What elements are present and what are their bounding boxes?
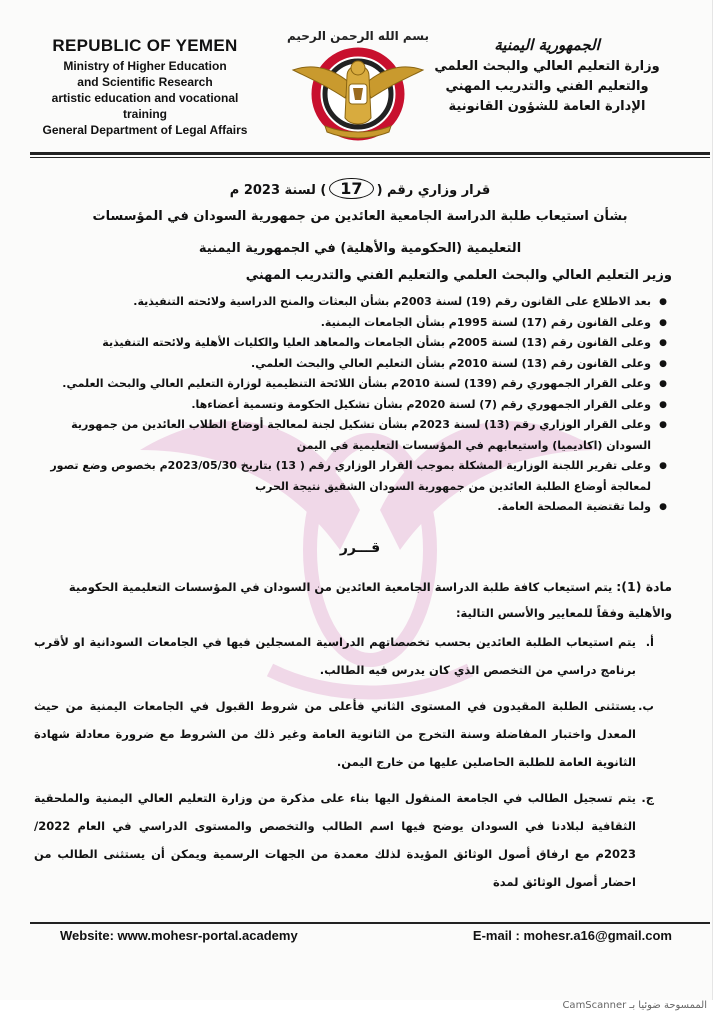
header-ar-line: الإدارة العامة للشؤون القانونية	[448, 99, 646, 114]
yemen-eagle-emblem	[285, 22, 431, 142]
clause-letter: أ.	[645, 635, 654, 649]
header-ar-line: وزارة التعليم العالي والبحث العلمي	[434, 59, 660, 74]
article-clauses	[34, 628, 654, 904]
header-en-line: artistic education and vocational training	[51, 91, 239, 121]
camscanner-watermark: الممسوحة ضوئيا بـ CamScanner	[562, 1000, 707, 1011]
article-label: مادة (1):	[616, 579, 672, 594]
footer-rule	[30, 922, 710, 924]
header-rule-thin	[30, 157, 710, 158]
clause-item	[34, 628, 654, 684]
header-arabic	[422, 36, 672, 117]
header-rule	[30, 152, 710, 155]
header-en-line: General Department of Legal Affairs	[42, 123, 248, 137]
minister-title: وزير التعليم العالي والبحث العلمي والتعليم الفني والتدريب المهني	[245, 268, 672, 283]
decree-number-line	[40, 178, 680, 199]
preamble-item: ● وعلى القرار الوزاري رقم (13) لسنة 2023م بشأن تشكيل لجنة لمعالجة أوضاع الطلاب العائدين من جمهورية السودان (اكاديميا) واستيعابهم في المؤسسات التعليمية في اليمن	[27, 415, 667, 456]
website-text: Website: www.mohesr-portal.academy	[60, 928, 298, 943]
preamble-item: ● وعلى القرار الجمهوري رقم (139) لسنة 2010م بشأن اللائحة التنظيمية لوزارة التعليم العالي والبحث العلمي.	[27, 374, 667, 395]
country-name-en: REPUBLIC OF YEMEN	[52, 36, 238, 55]
preamble-item: ● وعلى القانون رقم (13) لسنة 2010م بشأن التعليم العالي والبحث العلمي.	[27, 354, 667, 375]
decree-number: 17	[329, 178, 373, 199]
decided-heading: قـــرر	[339, 540, 381, 556]
decree-subject-line: التعليمية (الحكومية والأهلية) في الجمهورية اليمنية	[198, 241, 522, 256]
header-en-line: and Scientific Research	[77, 75, 213, 89]
decree-title	[40, 178, 680, 263]
header-en-line: Ministry of Higher Education	[63, 59, 227, 73]
preamble-item: ● وعلى القانون رقم (13) لسنة 2005م بشأن الجامعات والمعاهد العليا والكليات الأهلية ولائحته التنفيذية	[27, 333, 667, 354]
clause-letter: ج.	[641, 791, 654, 805]
preamble-item: ● وعلى تقرير اللجنة الوزارية المشكلة بموجب القرار الوزاري رقم ( 13) بتاريخ 2023/05/30م بخصوص وضع تصور لمعالجة أوضاع الطلبة العائدين من جمهورية السودان الشقيق نتيجة الحرب	[27, 456, 667, 497]
article-1	[22, 574, 672, 626]
footer	[0, 928, 712, 950]
clause-text: يستثنى الطلبة المقيدون في المستوى الثاني فأعلى من شروط القبول في الجامعات اليمنية من حيث المعدل واختبار المفاضلة وسنة التخرج من الثانوية العامة وغير ذلك من الشروط مع ضرورة معادلة شهادة الثانوية العامة للطلبة الحاصلين عليها من خارج اليمن.	[34, 699, 636, 769]
email-text: E-mail : mohesr.a16@gmail.com	[472, 928, 672, 943]
preamble-item: ● وعلى القانون رقم (17) لسنة 1995م بشأن الجامعات اليمنية.	[27, 313, 667, 334]
preamble-item: ● بعد الاطلاع على القانون رقم (19) لسنة 2003م بشأن البعثات والمنح الدراسية ولائحته التنفيذية.	[27, 292, 667, 313]
decree-suffix: ) لسنة 2023 م	[229, 183, 327, 198]
clause-text: يتم استيعاب الطلبة العائدين بحسب تخصصاتهم الدراسية المسجلين فيها في الجامعات السودانية او لأقرب برنامج دراسي من التخصص الذي كان يدرس فيه الطالب.	[34, 635, 636, 677]
header-ar-line: والتعليم الفني والتدريب المهني	[445, 79, 649, 94]
clause-item	[34, 784, 654, 896]
header-english	[30, 36, 260, 138]
article-text: يتم استيعاب كافة طلبة الدراسة الجامعية العائدين من السودان في المؤسسات التعليمية الحكومية والأهلية وفقاً للمعايير والأسس التالية:	[68, 580, 672, 620]
clause-item	[34, 692, 654, 776]
decree-prefix: قرار وزاري رقم (	[376, 183, 491, 198]
preamble-item: ● ولما تقتضية المصلحة العامة.	[27, 497, 667, 518]
preamble-list	[27, 292, 667, 518]
preamble-item: ● وعلى القرار الجمهوري رقم (7) لسنة 2020م بشأن تشكيل الحكومة وتسمية أعضاءها.	[27, 395, 667, 416]
clause-letter: ب.	[638, 699, 654, 713]
country-name-ar: الجمهورية اليمنية	[494, 36, 600, 54]
clause-text: يتم تسجيل الطالب في الجامعة المنقول اليها بناء على مذكرة من وزارة التعليم العالي اليمنية والملحقية الثقافية لبلادنا في السودان يوضح فيها اسم الطالب والتخصص والمستوى الدراسي في العام 2022/ 2023م مع ارفاق أصول الوثائق المؤيدة لذلك معمدة من الجهات الرسمية ويمكن أن يستثنى الطالب من احضار أصول الوثائق لمدة	[34, 791, 636, 889]
decree-subject-line: بشأن استيعاب طلبة الدراسة الجامعية العائدين من جمهورية السودان في المؤسسات	[92, 209, 628, 224]
basmala-calligraphy: بسم الله الرحمن الرحيم	[286, 29, 430, 43]
